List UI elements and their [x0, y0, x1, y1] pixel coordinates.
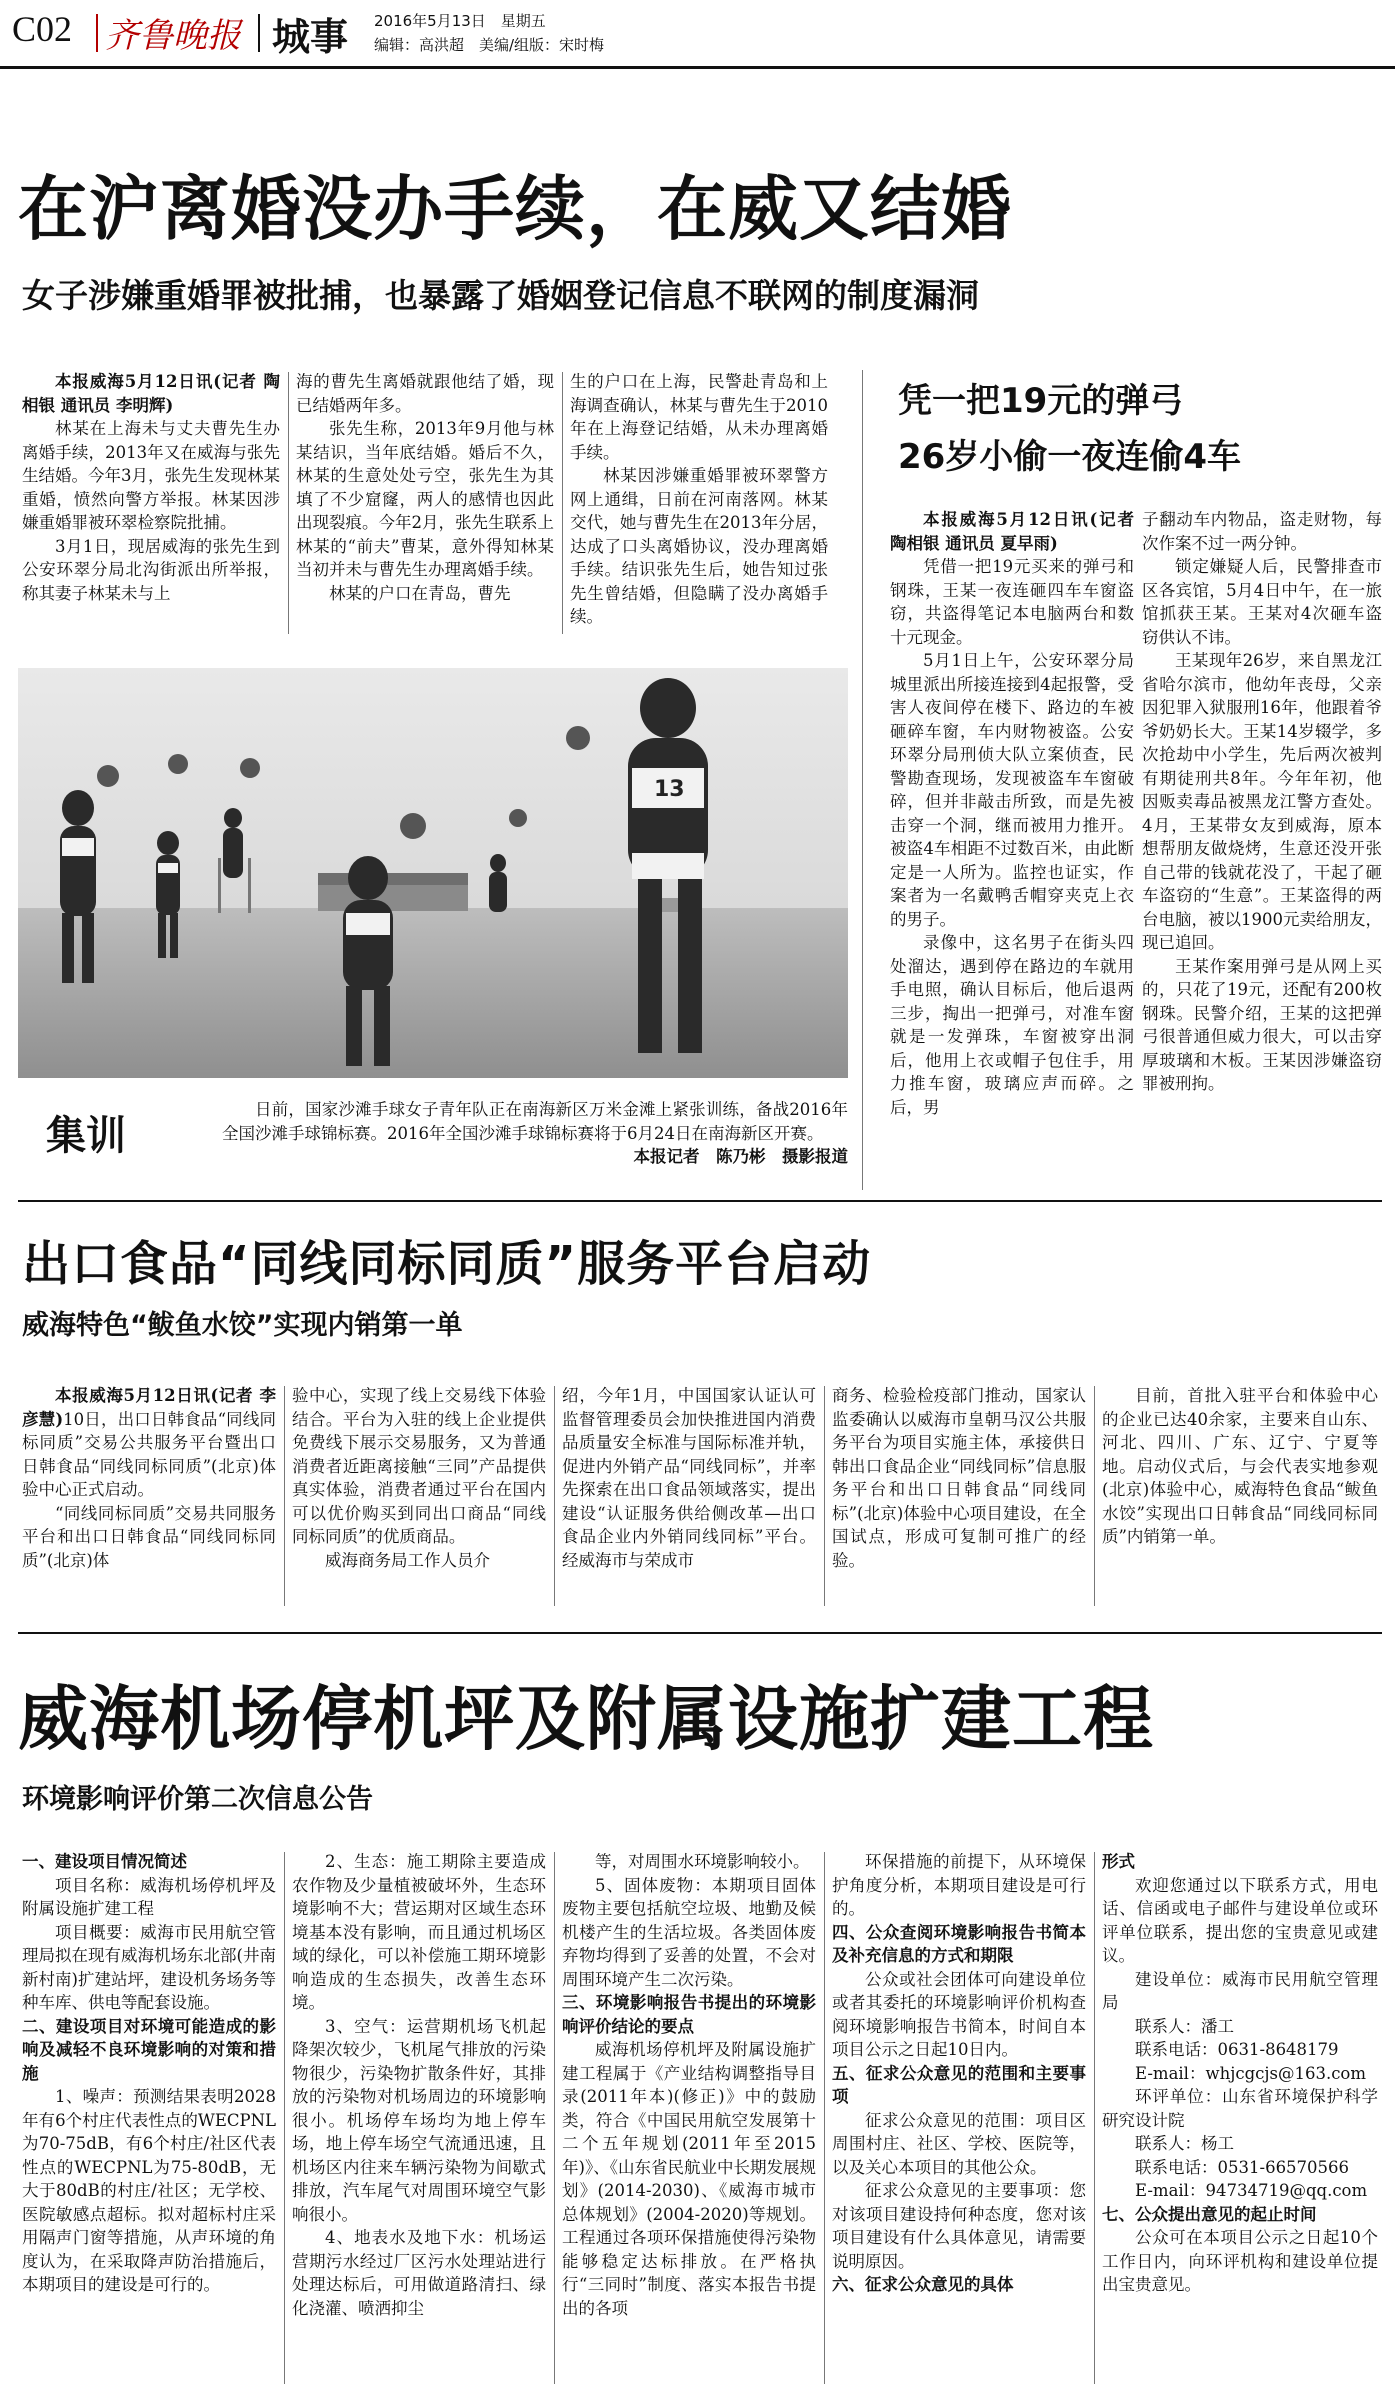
beach-handball-photo	[18, 668, 848, 1078]
notice-paragraph: 5、固体废物：本期项目固体废物主要包括航空垃圾、地勤及候机楼产生的生活垃圾。各类固体废弃物均得到了妥善的处置，不会对周围环境产生二次污染。	[562, 1875, 816, 1989]
article1-column-2	[296, 370, 554, 640]
article2-paragraph: 王某现年26岁，来自黑龙江省哈尔滨市，他幼年丧母，父亲因犯罪入狱服刑16年，他跟着爷爷奶奶长大。王某14岁辍学，多次抢劫中小学生，先后两次被判有期徒刑共8年。今年年初，他因贩卖毒品被黑龙江警方查处。4月，王某带女友到威海，原本想帮朋友做烧烤，生意还没开张自己带的钱就花没了，干起了砸车盗窃的“生意”。王某盗得的两台电脑，被以1900元卖给朋友，现已追回。	[1142, 651, 1382, 952]
article2-paragraph: 锁定嫌疑人后，民警排查市区各宾馆，5月4日中午，在一旅馆抓获王某。王某对4次砸车盗窃供认不讳。	[1142, 557, 1382, 647]
notice-paragraph: 项目名称：威海机场停机坪及附属设施扩建工程	[22, 1875, 276, 1918]
article4-column-5	[1102, 1850, 1378, 2390]
column-rule	[284, 1386, 285, 1606]
notice-paragraph: 联系人：杨工	[1135, 2134, 1234, 2153]
article4-column-2	[292, 1850, 546, 2390]
notice-paragraph: 建设单位：威海市民用航空管理局	[1102, 1969, 1378, 2012]
notice-heading: 五、征求公众意见的范围和主要事项	[832, 2063, 1086, 2106]
column-rule	[824, 1386, 825, 1606]
notice-paragraph: 征求公众意见的范围：项目区周围村庄、社区、学校、医院等，以及关心本项目的其他公众。	[832, 2110, 1086, 2177]
article3-paragraph: 目前，首批入驻平台和体验中心的企业已达40余家，主要来自山东、河北、四川、广东、辽宁、宁夏等地。启动仪式后，与会代表实地参观(北京)体验中心，威海特色食品“鲅鱼水饺”实现出口日韩食品“同线同标同质”内销第一单。	[1102, 1386, 1378, 1546]
notice-paragraph: 环保措施的前提下，从环境保护角度分析，本期项目建设是可行的。	[832, 1852, 1086, 1918]
column-rule	[562, 372, 563, 634]
article2-paragraph: 凭借一把19元买来的弹弓和钢珠，王某一夜连砸四车车窗盗窃，共盗得笔记本电脑两台和数十元现金。	[890, 557, 1134, 647]
article2-paragraph: 录像中，这名男子在街头四处溜达，遇到停在路边的车就用手电照，确认目标后，他后退两三步，掏出一把弹弓，对准车窗就是一发弹珠，车窗被穿出洞后，他用上衣或帽子包住手，用力推车窗，玻璃应声而碎。之后，男	[890, 933, 1134, 1117]
section-title: 城事	[272, 15, 349, 59]
editor-credits: 编辑：高洪超 美编/组版：宋时梅	[374, 36, 605, 54]
article3-paragraph	[22, 1384, 276, 1502]
article2-headline-line2: 26岁小偷一夜连偷4车	[898, 437, 1241, 477]
issue-date: 2016年5月13日 星期五	[374, 12, 546, 30]
notice-paragraph: 联系电话：0531-66570566	[1135, 2157, 1350, 2177]
article4-headline: 威海机场停机坪及附属设施扩建工程	[18, 1678, 1154, 1760]
section-rule	[18, 1200, 1382, 1202]
column-rule	[554, 1386, 555, 1606]
article1-paragraph: 张先生称，2013年9月他与林某结识，当年底结婚。婚后不久，林某的生意处处亏空，张先生为其填了不少窟窿，两人的感情也因此出现裂痕。今年2月，张先生联系上林某的“前夫”曹某，意外得知林某当初并未与曹先生办理离婚手续。	[296, 419, 554, 579]
masthead-divider	[258, 14, 260, 52]
notice-paragraph: 环评单位：山东省环境保护科学研究设计院	[1102, 2087, 1378, 2130]
article3-paragraph: “同线同标同质”交易共同服务平台和出口日韩食品“同线同标同质”(北京)体	[22, 1503, 276, 1570]
photo-caption-text: 日前，国家沙滩手球女子青年队正在南海新区万米金滩上紧张训练，备战2016年全国沙滩手球锦标赛。2016年全国沙滩手球锦标赛将于6月24日在南海新区开赛。	[222, 1100, 848, 1143]
notice-heading: 一、建设项目情况简述	[22, 1852, 187, 1871]
article4-column-4	[832, 1850, 1086, 2390]
column-rule	[824, 1852, 825, 2384]
article1-column-1	[22, 370, 280, 640]
notice-paragraph: 公众或社会团体可向建设单位或者其委托的环境影响评价机构查阅环境影响报告书简本，时间自本项目公示之日起10日内。	[832, 1969, 1086, 2059]
page-number: C02	[12, 9, 73, 49]
column-rule	[862, 370, 863, 1190]
article3-paragraph: 商务、检验检疫部门推动，国家认监委确认以威海市皇朝马汉公共服务平台为项目实施主体，承接供日韩出口食品企业“同线同标”信息服务平台和出口日韩食品“同线同标”(北京)体验中心项目建设，在全国试点，形成可复制可推广的经验。	[832, 1386, 1086, 1570]
article1-paragraph: 林某的户口在青岛，曹先	[329, 583, 511, 603]
article3-column-2	[292, 1384, 546, 1614]
article2-paragraph: 子翻动车内物品，盗走财物，每次作案不过一两分钟。	[1142, 510, 1382, 553]
article2-column-2	[1142, 508, 1382, 1190]
column-rule	[554, 1852, 555, 2384]
article3-headline: 出口食品“同线同标同质”服务平台启动	[22, 1236, 872, 1292]
notice-paragraph: 3、空气：运营期机场飞机起降架次较少，飞机尾气排放的污染物很少，污染物扩散条件好，其排放的污染物对机场周边的环境影响很小。机场停车场均为地上停车场，地上停车场空气流通迅速，且机场区内往来车辆污染物为间歇式排放，汽车尾气对周围环境空气影响很小。	[292, 2016, 546, 2224]
notice-paragraph: 1、噪声：预测结果表明2028年有6个村庄代表性点的WECPNL为70-75dB，有6个村庄/社区代表性点的WECPNL为75-80dB，无大于80dB的村庄/社区；无学校、医院敏感点超标。拟对超标村庄采用隔声门窗等措施，从声环境的角度认为，在采取降声防治措施后，本期项目的建设是可行的。	[22, 2087, 276, 2294]
article3-column-3	[562, 1384, 816, 1614]
article3-column-5	[1102, 1384, 1378, 1614]
article1-paragraph: 海的曹先生离婚就跟他结了婚，现已结婚两年多。	[296, 372, 554, 415]
notice-paragraph: 联系电话：0631-8648179	[1135, 2040, 1339, 2059]
notice-heading: 形式	[1102, 1852, 1135, 1871]
article3-paragraph: 验中心，实现了线上交易线下体验结合。平台为入驻的线上企业提供免费线下展示交易服务，又为普通消费者近距离接触“三同”产品提供真实体验，消费者通过平台在国内可以优价购买到同出口商品“同线同标同质”的优质商品。	[292, 1386, 546, 1546]
article3-dateline: 本报威海5月12日讯(记者 李彦慧)	[22, 1386, 276, 1429]
notice-paragraph: 联系人：潘工	[1135, 2016, 1234, 2036]
photo-caption	[222, 1098, 848, 1169]
article2-headline-line1: 凭一把19元的弹弓	[898, 381, 1184, 421]
article1-dateline: 本报威海5月12日讯(记者 陶相银 通讯员 李明辉)	[22, 372, 280, 415]
article4-column-1	[22, 1850, 276, 2390]
notice-paragraph: 公众可在本项目公示之日起10个工作日内，向环评机构和建设单位提出宝贵意见。	[1102, 2228, 1378, 2294]
column-rule	[1094, 1852, 1095, 2384]
article1-paragraph: 3月1日，现居威海的张先生到公安环翠分局北沟街派出所举报，称其妻子林某未与上	[22, 536, 280, 603]
photo-credit: 本报记者 陈乃彬 摄影报道	[633, 1147, 848, 1166]
masthead-rule	[0, 66, 1395, 69]
article2-column-1	[890, 508, 1134, 1190]
article3-column-4	[832, 1384, 1086, 1614]
notice-heading: 三、环境影响报告书提出的环境影响评价结论的要点	[562, 1993, 816, 2036]
article3-column-1	[22, 1384, 276, 1614]
notice-paragraph: 征求公众意见的主要事项：您对该项目建设持何种态度，您对该项目建设有什么具体意见，请需要说明原因。	[832, 2181, 1086, 2271]
notice-paragraph: 欢迎您通过以下联系方式，用电话、信函或电子邮件与建设单位或环评单位联系，提出您的宝贵意见或建议。	[1102, 1875, 1378, 1965]
article3-lead: 10日，出口日韩食品“同线同标同质”交易公共服务平台暨出口日韩食品“同线同标同质”(北京)体验中心正式启动。	[22, 1409, 276, 1499]
notice-paragraph: E-mail：94734719@qq.com	[1135, 2181, 1368, 2200]
article4-subhead: 环境影响评价第二次信息公告	[22, 1784, 373, 1815]
section-rule	[18, 1632, 1382, 1634]
notice-paragraph: 等，对周围水环境影响较小。	[595, 1852, 810, 1871]
article4-column-3	[562, 1850, 816, 2390]
notice-paragraph: 2、生态：施工期除主要造成农作物及少量植被破坏外，生态环境影响不大；营运期对区域生态环境基本没有影响，而且通过机场区域的绿化，可以补偿施工期环境影响造成的生态损失，改善生态环境。	[292, 1852, 546, 2012]
notice-heading: 七、公众提出意见的起止时间	[1102, 2204, 1317, 2224]
article1-paragraph: 生的户口在上海，民警赴青岛和上海调查确认，林某与曹先生于2010年在上海登记结婚，从未办理离婚手续。	[570, 372, 828, 462]
article1-subhead: 女子涉嫌重婚罪被批捕，也暴露了婚姻登记信息不联网的制度漏洞	[22, 276, 979, 315]
column-rule	[284, 1852, 285, 2384]
article2-dateline: 本报威海5月12日讯(记者 陶相银 通讯员 夏早雨)	[890, 510, 1134, 553]
article2-paragraph: 王某作案用弹弓是从网上买的，只花了19元，还配有200枚钢珠。民警介绍，王某的这把弹弓很普通但威力很大，可以击穿厚玻璃和木板。王某因涉嫌盗窃罪被刑拘。	[1142, 956, 1382, 1093]
jersey-number: 13	[654, 777, 685, 802]
masthead-divider	[96, 14, 98, 52]
notice-paragraph: 项目概要：威海市民用航空管理局拟在现有威海机场东北部(井南新村南)扩建站坪，建设机务场务等种车库、供电等配套设施。	[22, 1922, 276, 2012]
notice-paragraph: 威海机场停机坪及附属设施扩建工程属于《产业结构调整指导目录(2011年本)(修正)》中的鼓励类，符合《中国民用航空发展第十二个五年规划(2011年至2015年)》、《山东省民航业中长期发展规划》(2014-2030)、《威海市城市总体规划》(2004-2020)等规划。工程通过各项环保措施使得污染物能够稳定达标排放。在严格执行“三同时”制度、落实本报告书提出的各项	[562, 2040, 816, 2318]
notice-heading: 二、建设项目对环境可能造成的影响及减轻不良环境影响的对策和措施	[22, 2016, 276, 2083]
column-rule	[288, 372, 289, 634]
newspaper-logo: 齐鲁晚报	[105, 16, 241, 56]
column-rule	[1094, 1386, 1095, 1606]
article1-paragraph: 林某在上海未与丈夫曹先生办离婚手续，2013年又在威海与张先生结婚。今年3月，张先生发现林某重婚，愤然向警方举报。林某因涉嫌重婚罪被环翠检察院批捕。	[22, 419, 280, 532]
notice-heading: 六、征求公众意见的具体	[832, 2275, 1014, 2294]
article1-paragraph: 林某因涉嫌重婚罪被环翠警方网上通缉，日前在河南落网。林某交代，她与曹先生在2013年分居，达成了口头离婚协议，没办理离婚手续。结识张先生后，她告知过张先生曾结婚，但隐瞒了没办离婚手续。	[570, 466, 828, 626]
notice-paragraph: E-mail：whjcgcjs@163.com	[1135, 2063, 1367, 2083]
article3-paragraph: 绍，今年1月，中国国家认证认可监督管理委员会加快推进国内消费品质量安全标准与国际标准并轨，促进内外销产品“同线同标”，并率先探索在出口食品领域落实，提出建设“认证服务供给侧改革—出口食品企业内外销同线同标”平台。经威海市与荣成市	[562, 1386, 816, 1570]
article3-subhead: 威海特色“鲅鱼水饺”实现内销第一单	[22, 1310, 463, 1341]
notice-paragraph: 4、地表水及地下水：机场运营期污水经过厂区污水处理站进行处理达标后，可用做道路清扫、绿化浇灌、喷洒抑尘	[292, 2228, 546, 2318]
article3-paragraph: 威海商务局工作人员介	[325, 1550, 490, 1570]
article1-headline: 在沪离婚没办手续，在威又结婚	[18, 168, 1012, 250]
article2-paragraph: 5月1日上午，公安环翠分局城里派出所接连接到4起报警，受害人夜间停在楼下、路边的车被砸碎车窗，车内财物被盗。公安环翠分局刑侦大队立案侦查，民警勘查现场，发现被盗车车窗破碎，但并非敲击所致，而是先被击穿一个洞，继而被用力推开。被盗4车相距不过数百米，由此断定是一人所为。监控也证实，作案者为一名戴鸭舌帽穿夹克上衣的男子。	[890, 651, 1134, 929]
notice-heading: 四、公众查阅环境影响报告书简本及补充信息的方式和期限	[832, 1922, 1086, 1965]
photo-title: 集训	[46, 1113, 126, 1159]
article1-column-3	[570, 370, 828, 640]
